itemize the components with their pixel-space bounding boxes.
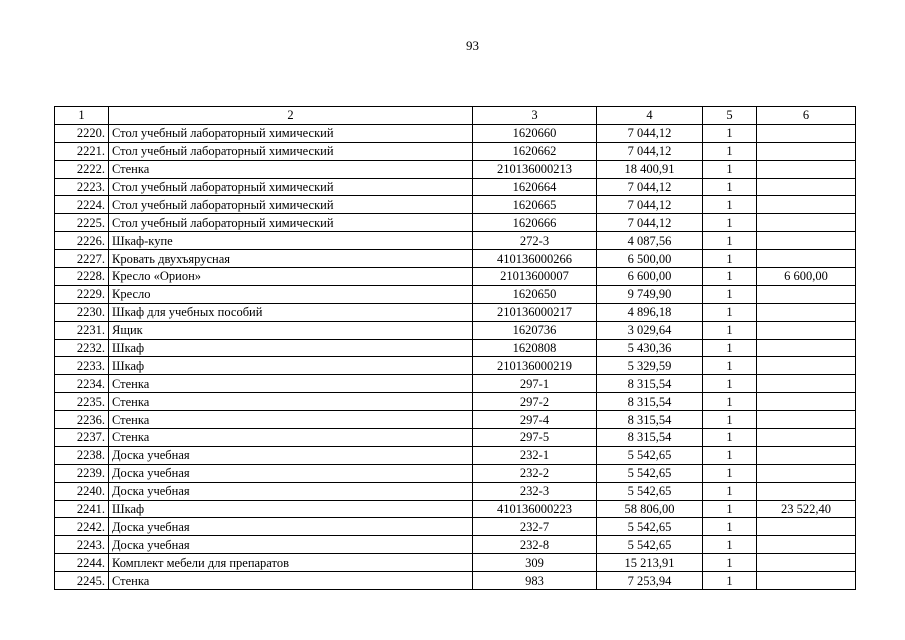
quantity-cell: 1 [703, 214, 757, 232]
item-name-cell: Кровать двухъярусная [109, 250, 473, 268]
inventory-code-cell: 1620736 [473, 321, 597, 339]
quantity-cell: 1 [703, 196, 757, 214]
quantity-cell: 1 [703, 518, 757, 536]
inventory-code-cell: 210136000213 [473, 160, 597, 178]
row-number-cell: 2221. [55, 142, 109, 160]
item-name-cell: Шкаф [109, 500, 473, 518]
table-row [55, 232, 856, 250]
page-number: 93 [466, 38, 479, 53]
cost-cell: 6 500,00 [597, 250, 703, 268]
quantity-cell: 1 [703, 411, 757, 429]
quantity-cell: 1 [703, 321, 757, 339]
quantity-cell: 1 [703, 268, 757, 286]
cost-cell: 7 044,12 [597, 142, 703, 160]
extra-value-cell [757, 464, 856, 482]
table-row [55, 500, 856, 518]
extra-value-cell [757, 482, 856, 500]
quantity-cell: 1 [703, 285, 757, 303]
inventory-code-cell: 410136000223 [473, 500, 597, 518]
extra-value-cell [757, 321, 856, 339]
row-number-cell: 2245. [55, 572, 109, 590]
item-name-cell: Стенка [109, 393, 473, 411]
table-row [55, 321, 856, 339]
quantity-cell: 1 [703, 250, 757, 268]
cost-cell: 15 213,91 [597, 554, 703, 572]
row-number-cell: 2237. [55, 429, 109, 447]
column-header-6: 6 [757, 107, 856, 125]
table-row [55, 554, 856, 572]
row-number-cell: 2238. [55, 446, 109, 464]
quantity-cell: 1 [703, 572, 757, 590]
table-row [55, 214, 856, 232]
item-name-cell: Стол учебный лабораторный химический [109, 178, 473, 196]
cost-cell: 9 749,90 [597, 285, 703, 303]
table-row [55, 536, 856, 554]
row-number-cell: 2227. [55, 250, 109, 268]
cost-cell: 58 806,00 [597, 500, 703, 518]
inventory-code-cell: 272-3 [473, 232, 597, 250]
cost-cell: 7 044,12 [597, 178, 703, 196]
item-name-cell: Стол учебный лабораторный химический [109, 142, 473, 160]
item-name-cell: Шкаф [109, 357, 473, 375]
row-number-cell: 2226. [55, 232, 109, 250]
extra-value-cell [757, 214, 856, 232]
row-number-cell: 2228. [55, 268, 109, 286]
row-number-cell: 2244. [55, 554, 109, 572]
inventory-code-cell: 1620660 [473, 124, 597, 142]
row-number-cell: 2230. [55, 303, 109, 321]
item-name-cell: Шкаф для учебных пособий [109, 303, 473, 321]
quantity-cell: 1 [703, 500, 757, 518]
extra-value-cell [757, 142, 856, 160]
extra-value-cell [757, 554, 856, 572]
cost-cell: 7 253,94 [597, 572, 703, 590]
inventory-code-cell: 297-4 [473, 411, 597, 429]
cost-cell: 5 329,59 [597, 357, 703, 375]
extra-value-cell [757, 572, 856, 590]
item-name-cell: Доска учебная [109, 446, 473, 464]
inventory-code-cell: 1620664 [473, 178, 597, 196]
extra-value-cell [757, 160, 856, 178]
inventory-code-cell: 309 [473, 554, 597, 572]
inventory-code-cell: 232-1 [473, 446, 597, 464]
item-name-cell: Стол учебный лабораторный химический [109, 196, 473, 214]
row-number-cell: 2241. [55, 500, 109, 518]
column-header-4: 4 [597, 107, 703, 125]
extra-value-cell [757, 250, 856, 268]
inventory-code-cell: 1620650 [473, 285, 597, 303]
item-name-cell: Стенка [109, 375, 473, 393]
row-number-cell: 2239. [55, 464, 109, 482]
item-name-cell: Стенка [109, 572, 473, 590]
row-number-cell: 2220. [55, 124, 109, 142]
inventory-code-cell: 297-1 [473, 375, 597, 393]
row-number-cell: 2223. [55, 178, 109, 196]
item-name-cell: Стенка [109, 429, 473, 447]
item-name-cell: Шкаф-купе [109, 232, 473, 250]
cost-cell: 3 029,64 [597, 321, 703, 339]
table-row [55, 518, 856, 536]
quantity-cell: 1 [703, 446, 757, 464]
cost-cell: 5 542,65 [597, 482, 703, 500]
inventory-code-cell: 297-5 [473, 429, 597, 447]
item-name-cell: Стол учебный лабораторный химический [109, 214, 473, 232]
inventory-code-cell: 297-2 [473, 393, 597, 411]
table-row [55, 446, 856, 464]
quantity-cell: 1 [703, 536, 757, 554]
table-row [55, 178, 856, 196]
row-number-cell: 2225. [55, 214, 109, 232]
extra-value-cell [757, 285, 856, 303]
row-number-cell: 2222. [55, 160, 109, 178]
table-row [55, 160, 856, 178]
column-header-5: 5 [703, 107, 757, 125]
extra-value-cell [757, 446, 856, 464]
inventory-code-cell: 21013600007 [473, 268, 597, 286]
cost-cell: 8 315,54 [597, 429, 703, 447]
quantity-cell: 1 [703, 160, 757, 178]
row-number-cell: 2235. [55, 393, 109, 411]
extra-value-cell [757, 536, 856, 554]
extra-value-cell [757, 357, 856, 375]
quantity-cell: 1 [703, 375, 757, 393]
table-row [55, 375, 856, 393]
item-name-cell: Доска учебная [109, 518, 473, 536]
table-row [55, 339, 856, 357]
inventory-code-cell: 1620665 [473, 196, 597, 214]
extra-value-cell [757, 375, 856, 393]
inventory-table [54, 106, 856, 590]
cost-cell: 5 542,65 [597, 446, 703, 464]
item-name-cell: Стенка [109, 411, 473, 429]
quantity-cell: 1 [703, 339, 757, 357]
inventory-code-cell: 232-7 [473, 518, 597, 536]
cost-cell: 8 315,54 [597, 375, 703, 393]
quantity-cell: 1 [703, 142, 757, 160]
quantity-cell: 1 [703, 124, 757, 142]
cost-cell: 4 896,18 [597, 303, 703, 321]
column-header-2: 2 [109, 107, 473, 125]
extra-value-cell [757, 196, 856, 214]
row-number-cell: 2233. [55, 357, 109, 375]
row-number-cell: 2242. [55, 518, 109, 536]
table-row [55, 196, 856, 214]
inventory-code-cell: 410136000266 [473, 250, 597, 268]
quantity-cell: 1 [703, 357, 757, 375]
cost-cell: 8 315,54 [597, 411, 703, 429]
table-row [55, 482, 856, 500]
row-number-cell: 2243. [55, 536, 109, 554]
quantity-cell: 1 [703, 232, 757, 250]
table-row [55, 429, 856, 447]
quantity-cell: 1 [703, 464, 757, 482]
inventory-code-cell: 210136000219 [473, 357, 597, 375]
item-name-cell: Стенка [109, 160, 473, 178]
table-row [55, 411, 856, 429]
item-name-cell: Стол учебный лабораторный химический [109, 124, 473, 142]
extra-value-cell [757, 411, 856, 429]
cost-cell: 7 044,12 [597, 196, 703, 214]
quantity-cell: 1 [703, 482, 757, 500]
column-header-3: 3 [473, 107, 597, 125]
quantity-cell: 1 [703, 178, 757, 196]
table-row [55, 268, 856, 286]
row-number-cell: 2229. [55, 285, 109, 303]
inventory-code-cell: 232-8 [473, 536, 597, 554]
row-number-cell: 2234. [55, 375, 109, 393]
cost-cell: 5 542,65 [597, 536, 703, 554]
table-header-row [55, 107, 856, 125]
item-name-cell: Доска учебная [109, 536, 473, 554]
item-name-cell: Ящик [109, 321, 473, 339]
row-number-cell: 2240. [55, 482, 109, 500]
row-number-cell: 2232. [55, 339, 109, 357]
cost-cell: 5 542,65 [597, 518, 703, 536]
inventory-code-cell: 210136000217 [473, 303, 597, 321]
extra-value-cell [757, 178, 856, 196]
row-number-cell: 2231. [55, 321, 109, 339]
inventory-code-cell: 232-3 [473, 482, 597, 500]
item-name-cell: Шкаф [109, 339, 473, 357]
cost-cell: 8 315,54 [597, 393, 703, 411]
extra-value-cell: 23 522,40 [757, 500, 856, 518]
table-row [55, 250, 856, 268]
inventory-code-cell: 1620808 [473, 339, 597, 357]
extra-value-cell [757, 393, 856, 411]
item-name-cell: Комплект мебели для препаратов [109, 554, 473, 572]
extra-value-cell [757, 518, 856, 536]
extra-value-cell [757, 124, 856, 142]
cost-cell: 5 430,36 [597, 339, 703, 357]
quantity-cell: 1 [703, 554, 757, 572]
inventory-code-cell: 1620662 [473, 142, 597, 160]
table-row [55, 124, 856, 142]
table-row [55, 357, 856, 375]
item-name-cell: Доска учебная [109, 464, 473, 482]
table-row [55, 142, 856, 160]
quantity-cell: 1 [703, 303, 757, 321]
cost-cell: 18 400,91 [597, 160, 703, 178]
item-name-cell: Доска учебная [109, 482, 473, 500]
item-name-cell: Кресло «Орион» [109, 268, 473, 286]
extra-value-cell [757, 339, 856, 357]
table-row [55, 572, 856, 590]
extra-value-cell: 6 600,00 [757, 268, 856, 286]
column-header-1: 1 [55, 107, 109, 125]
table-row [55, 285, 856, 303]
quantity-cell: 1 [703, 429, 757, 447]
cost-cell: 5 542,65 [597, 464, 703, 482]
table-row [55, 464, 856, 482]
row-number-cell: 2236. [55, 411, 109, 429]
item-name-cell: Кресло [109, 285, 473, 303]
cost-cell: 4 087,56 [597, 232, 703, 250]
inventory-code-cell: 983 [473, 572, 597, 590]
table-row [55, 393, 856, 411]
extra-value-cell [757, 232, 856, 250]
cost-cell: 7 044,12 [597, 214, 703, 232]
cost-cell: 7 044,12 [597, 124, 703, 142]
inventory-code-cell: 1620666 [473, 214, 597, 232]
extra-value-cell [757, 303, 856, 321]
quantity-cell: 1 [703, 393, 757, 411]
extra-value-cell [757, 429, 856, 447]
inventory-code-cell: 232-2 [473, 464, 597, 482]
row-number-cell: 2224. [55, 196, 109, 214]
table-row [55, 303, 856, 321]
cost-cell: 6 600,00 [597, 268, 703, 286]
